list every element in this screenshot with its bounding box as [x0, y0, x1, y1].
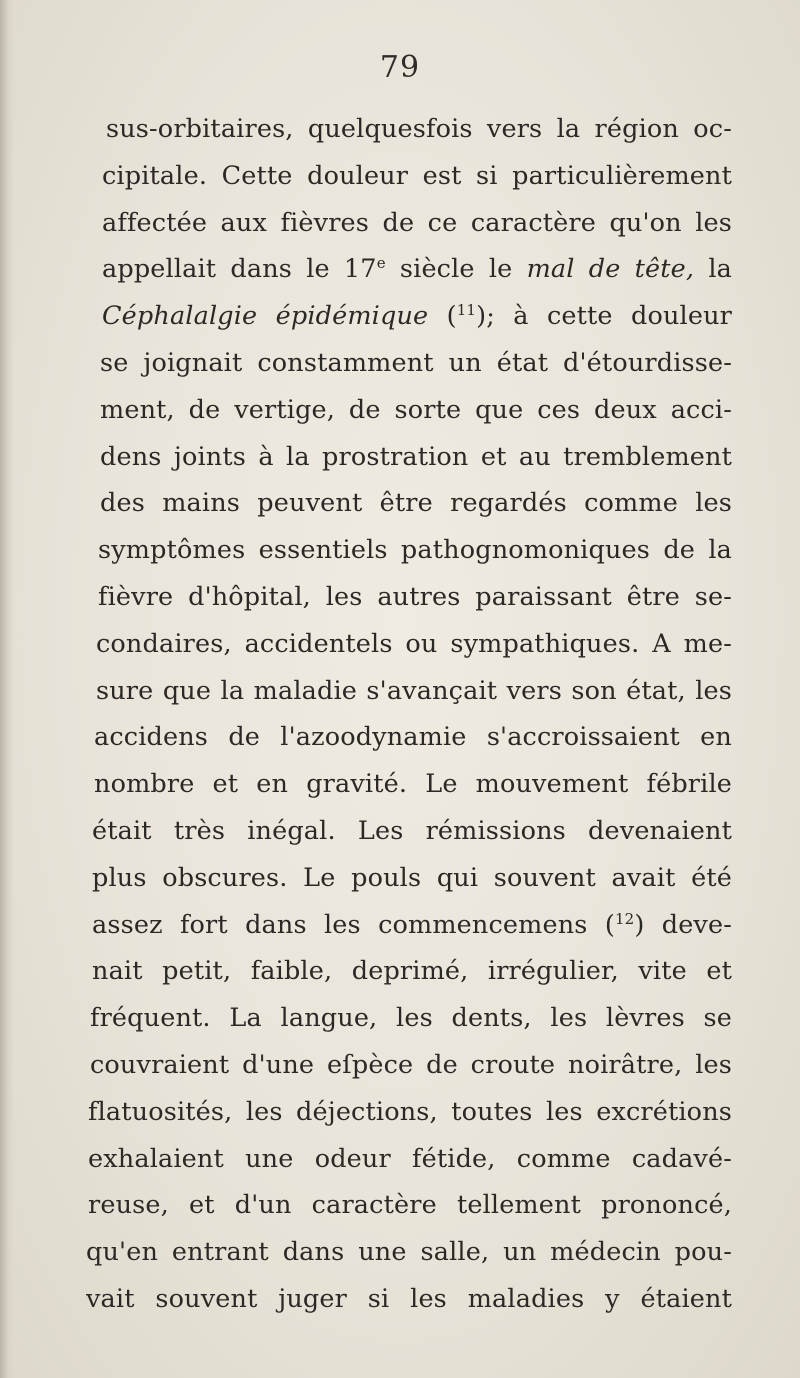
line-text: se joignait constamment un état d'étourdisse- [100, 347, 732, 378]
line-text: reuse, et d'un caractère tellement prononcé, [88, 1190, 732, 1221]
line-text: la [694, 254, 732, 285]
text-line [100, 480, 732, 527]
text-line [98, 527, 732, 574]
line-text: plus obscures. Le pouls qui souvent avait été [92, 862, 732, 893]
text-line [102, 293, 732, 340]
line-text: ( [428, 301, 457, 332]
superscript-text: 12 [614, 909, 635, 928]
line-text: ); à cette douleur [476, 301, 732, 332]
text-line [100, 340, 732, 387]
line-text: exhalaient une odeur fétide, comme cadavé- [88, 1143, 732, 1174]
line-text: fréquent. La langue, les dents, les lèvres se [90, 1003, 732, 1034]
line-text: des mains peuvent être regardés comme les [100, 488, 732, 519]
text-line [88, 1089, 732, 1136]
text-line [90, 995, 732, 1042]
text-line [92, 948, 732, 995]
text-line [94, 761, 732, 808]
text-line [92, 902, 732, 949]
text-line [102, 246, 732, 293]
line-text: qu'en entrant dans une salle, un médecin pou- [86, 1237, 732, 1268]
line-text: nait petit, faible, deprimé, irrégulier, vite et [92, 956, 732, 987]
line-text: était très inégal. Les rémissions devenaient [92, 815, 732, 846]
text-line [88, 1136, 732, 1183]
page-gutter-shadow [0, 0, 14, 1378]
text-line [96, 621, 732, 668]
line-text: assez fort dans les commencemens ( [92, 909, 615, 940]
line-text: sure que la maladie s'avançait vers son état, les [96, 675, 732, 706]
line-text: condaires, accidentels ou sympathiques. A me- [96, 628, 732, 659]
text-line [86, 1229, 732, 1276]
text-line [100, 387, 732, 434]
text-line [94, 714, 732, 761]
text-line [90, 1042, 732, 1089]
line-text: nombre et en gravité. Le mouvement fébrile [94, 769, 732, 800]
text-line [102, 200, 732, 247]
line-text: vait souvent juger si les maladies y étaient [86, 1283, 732, 1314]
text-line [106, 106, 732, 153]
line-text: sus-orbitaires, quelquesfois vers la région oc- [106, 114, 732, 144]
line-text: cipitale. Cette douleur est si particulièrement [102, 160, 732, 191]
line-text: accidens de l'azoodynamie s'accroissaient en [94, 722, 732, 753]
body-text [86, 106, 732, 1323]
text-line [100, 434, 732, 481]
text-line [92, 855, 732, 902]
line-text: symptômes essentiels pathognomoniques de la [98, 535, 732, 566]
text-line [98, 574, 732, 621]
line-text: flatuosités, les déjections, toutes les excrétions [88, 1096, 732, 1127]
line-text: dens joints à la prostration et au tremblement [100, 441, 732, 472]
italic-text: mal de tête, [526, 254, 695, 285]
text-line [86, 1276, 732, 1323]
text-line [96, 668, 732, 715]
line-text: couvraient d'une eſpèce de croute noirâtre, les [90, 1049, 732, 1080]
superscript-text: 11 [456, 301, 477, 320]
line-text: appellait dans le 17 [102, 254, 377, 285]
italic-text: Céphalalgie épidémique [102, 301, 429, 332]
line-text: siècle le [385, 254, 527, 285]
line-text: affectée aux fièvres de ce caractère qu'on les [102, 207, 732, 238]
text-line [102, 153, 732, 200]
line-text: fièvre d'hôpital, les autres paraissant être se- [98, 581, 732, 612]
line-text: ment, de vertige, de sorte que ces deux acci- [100, 394, 732, 425]
text-line [92, 808, 732, 855]
line-text: ) deve- [634, 909, 732, 940]
superscript-text: e [376, 254, 386, 273]
text-line [88, 1182, 732, 1229]
page-number: 79 [379, 50, 421, 85]
